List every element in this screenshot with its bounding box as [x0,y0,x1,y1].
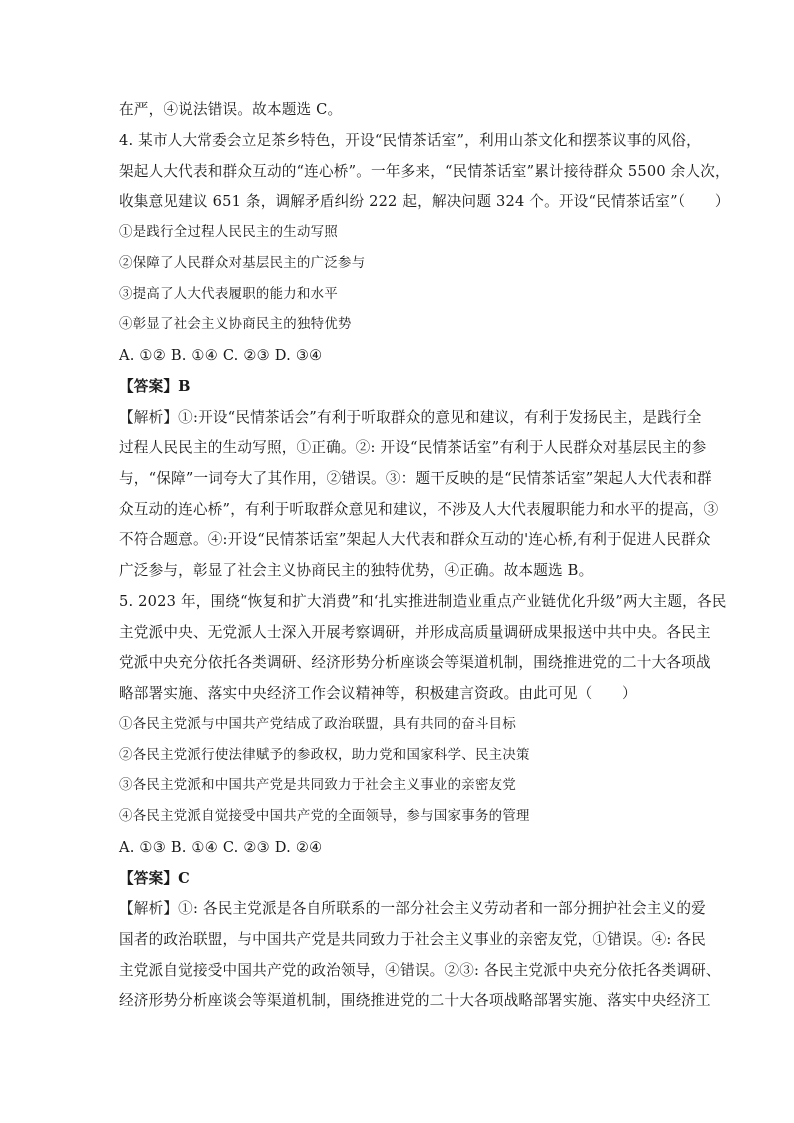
question-4-analysis-line: 广泛参与，彰显了社会主义协商民主的独特优势，④正确。故本题选 B。 [119,562,594,579]
question-5-answer: 【答案】C [119,870,190,887]
question-4-analysis-line: 过程人民民主的生动写照，①正确。②: 开设“民情茶话室”有利于人民群众对基层民主的参 [119,439,707,456]
question-5-statement: ④各民主党派自觉接受中国共产党的全面领导，参与国家事务的管理 [119,809,530,824]
question-4-stem-line: 4. 某市人大常委会立足茶乡特色，开设“民情茶话室”，利用山茶文化和摆茶议事的风俗， [119,132,701,149]
text-line: 在严，④说法错误。故本题选 C。 [119,101,343,118]
question-4-analysis-line: 与，“保障”一词夸大了其作用，②错误。③：题干反映的是“民情茶话室”架起人大代表和群 [119,470,712,487]
question-4-analysis-line: 不符合题意。④:开设“民情茶话室”架起人大代表和群众互动的'连心桥,有利于促进人民群众 [119,531,711,548]
question-4-analysis-line: 【解析】①:开设“民情茶话会”有利于听取群众的意见和建议，有利于发扬民主，是践行全 [119,409,702,426]
question-4-statement: ③提高了人大代表履职的能力和水平 [119,287,339,302]
question-5-statement: ③各民主党派和中国共产党是共同致力于社会主义事业的亲密友党 [119,778,517,793]
question-4-answer: 【答案】B [119,378,191,395]
question-5-stem-line: 略部署实施、落实中央经济工作会议精神等，积极建言资政。由此可见（ ） [119,685,637,702]
question-4-analysis-line: 众互动的连心桥”，有利于听取群众意见和建议，不涉及人大代表履职能力和水平的提高，③ [119,501,719,518]
question-4-statement: ①是践行全过程人民民主的生动写照 [119,225,339,240]
question-4-options: A. ①② B. ①④ C. ②③ D. ③④ [119,347,323,364]
question-5-analysis-line: 主党派自觉接受中国共产党的政治领导，④错误。②③: 各民主党派中央充分依托各类调研、 [119,962,721,979]
question-5-analysis-line: 国者的政治联盟，与中国共产党是共同致力于社会主义事业的亲密友党，①错误。④: 各民 [119,931,706,948]
question-5-options: A. ①③ B. ①④ C. ②③ D. ②④ [119,839,323,856]
question-5-stem-line: 5. 2023 年，围绕“恢复和扩大消费”和‘扎实推进制造业重点产业链优化升级”两大主题，各民 [119,593,727,610]
question-4-statement: ④彰显了社会主义协商民主的独特优势 [119,317,352,332]
question-4-stem-line: 收集意见建议 651 条，调解矛盾纠纷 222 起，解决问题 324 个。开设“民情茶话室”（ ） [119,193,730,210]
question-5-statement: ①各民主党派与中国共产党结成了政治联盟，具有共同的奋斗目标 [119,717,517,732]
question-5-analysis-line: 经济形势分析座谈会等渠道机制，围绕推进党的二十大各项战略部署实施、落实中央经济工 [119,992,711,1009]
question-5-stem-line: 主党派中央、无党派人士深入开展考察调研，并形成高质量调研成果报送中共中央。各民主 [119,624,711,641]
question-4-statement: ②保障了人民群众对基层民主的广泛参与 [119,256,366,271]
question-4-stem-line: 架起人大代表和群众互动的“连心桥”。一年多来，“民情茶话室”累计接待群众 5500 余人次， [119,163,730,180]
question-5-statement: ②各民主党派行使法律赋予的参政权，助力党和国家科学、民主决策 [119,748,530,763]
question-5-stem-line: 党派中央充分依托各类调研、经济形势分析座谈会等渠道机制，围绕推进党的二十大各项战 [119,654,711,671]
question-5-analysis-line: 【解析】①: 各民主党派是各自所联系的一部分社会主义劳动者和一部分拥护社会主义的爱 [119,900,706,917]
